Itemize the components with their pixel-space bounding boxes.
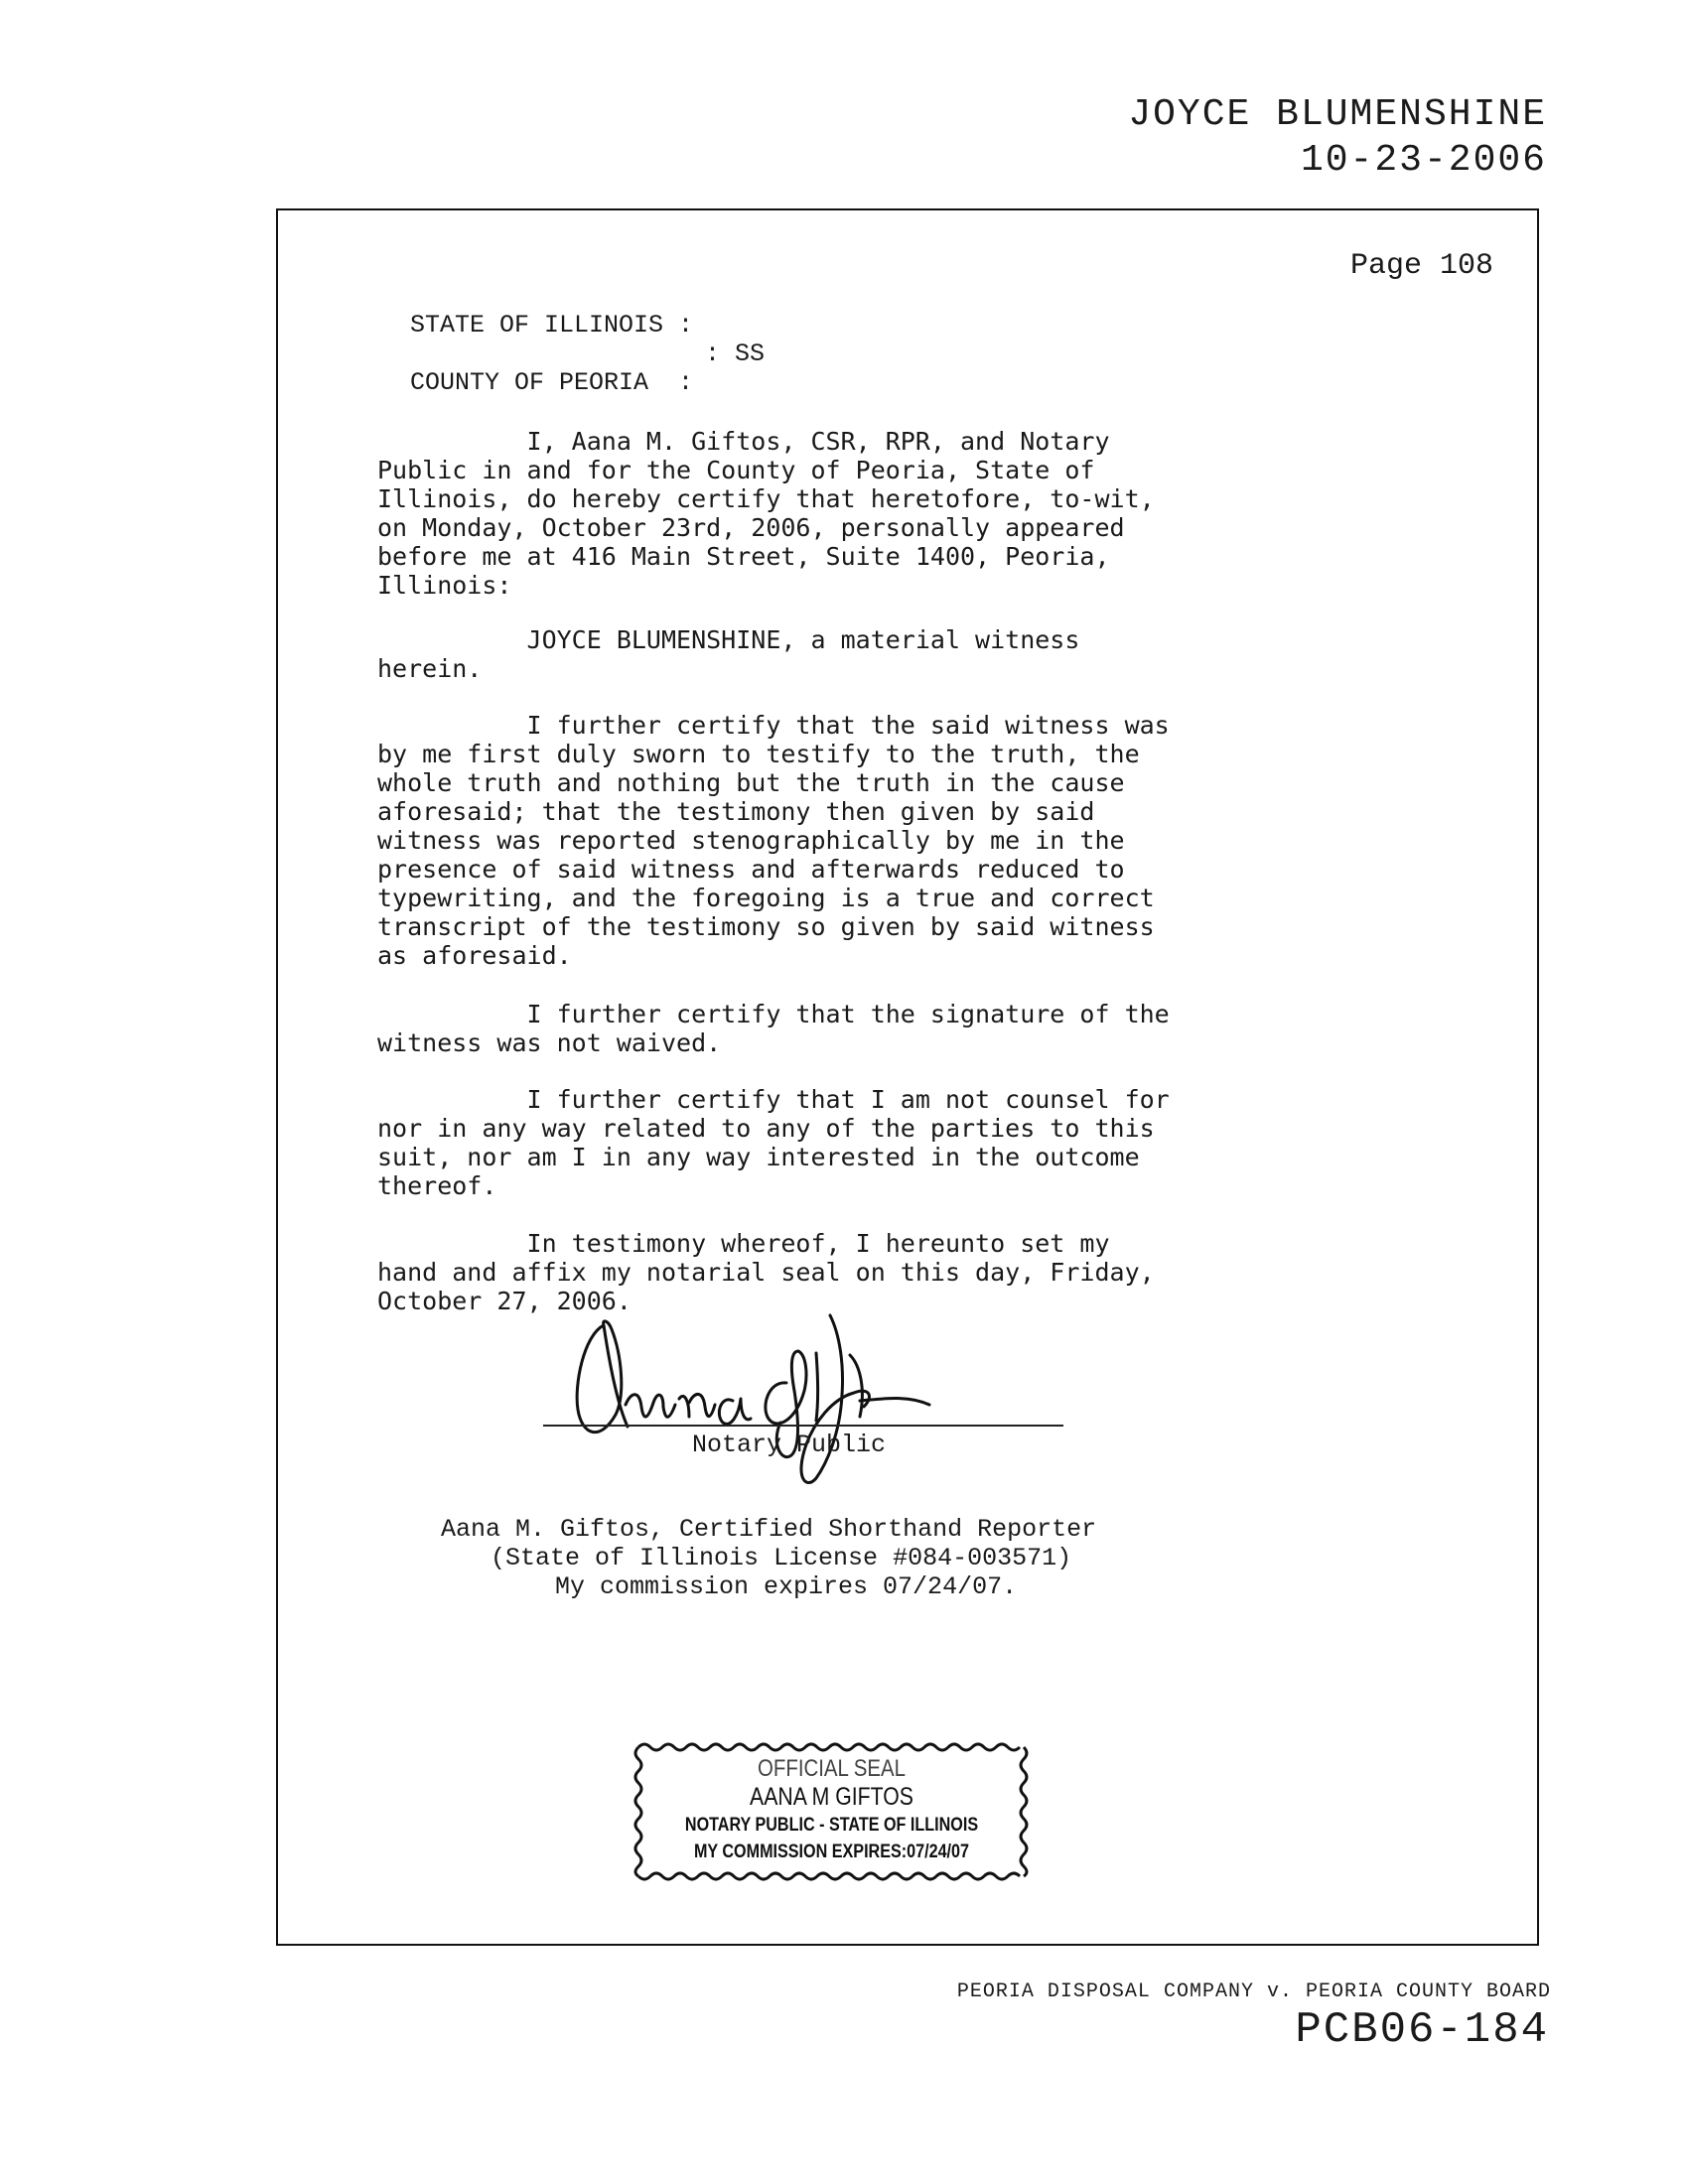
- certificate-paragraph-testimony: In testimony whereof, I hereunto set my hand and affix my notarial seal on this day, Friday, October 27, 2006.: [377, 1229, 1155, 1315]
- reporter-license: (State of Illinois License #084-003571): [491, 1544, 1072, 1572]
- seal-commission-expiration: MY COMMISSION EXPIRES:07/24/07: [693, 1842, 970, 1862]
- venue-county: COUNTY OF PEORIA :: [410, 368, 694, 397]
- page-number: Page 108: [1350, 249, 1494, 283]
- venue-ss: : SS: [705, 340, 766, 368]
- signature-line: [543, 1425, 1063, 1427]
- certificate-paragraph-signature: I further certify that the signature of the witness was not waived.: [377, 1000, 1170, 1057]
- footer-case-caption: PEORIA DISPOSAL COMPANY v. PEORIA COUNTY BOARD: [956, 1980, 1551, 2003]
- certificate-paragraph-sworn: I further certify that the said witness was by me first duly sworn to testify to the truth, the whole truth and nothing but the truth in the cause aforesaid; that the testimony then given by said witness was reported stenographically by me in the presence of said witness and afterwards reduced to typewriting, and the foregoing is a true and correct transcript of the testimony so given by said witness as aforesaid.: [377, 711, 1170, 970]
- venue-state: STATE OF ILLINOIS :: [410, 311, 694, 340]
- signature-caption: Notary Public: [692, 1431, 887, 1459]
- footer-case-number: PCB06-184: [1295, 2005, 1549, 2055]
- seal-notary-name: AANA M GIFTOS: [750, 1783, 913, 1811]
- reporter-name: Aana M. Giftos, Certified Shorthand Reporter: [441, 1515, 1097, 1544]
- seal-title: OFFICIAL SEAL: [758, 1755, 906, 1782]
- header-date: 10-23-2006: [1300, 139, 1547, 182]
- commission-expiration: My commission expires 07/24/07.: [555, 1572, 1018, 1601]
- seal-jurisdiction: NOTARY PUBLIC - STATE OF ILLINOIS: [684, 1815, 979, 1836]
- certificate-paragraph-counsel: I further certify that I am not counsel for nor in any way related to any of the parties to this suit, nor am I in any way interested in the outcome thereof.: [377, 1085, 1170, 1200]
- certificate-paragraph-appearance: I, Aana M. Giftos, CSR, RPR, and Notary Public in and for the County of Peoria, State of Illinois, do hereby certify that heretofore, to-wit, on Monday, October 23rd, 2006, personally appeared before me at 416 Main Street, Suite 1400, Peoria, Illinois:: [377, 427, 1155, 600]
- notary-signature: [556, 1296, 1003, 1494]
- header-witness-name: JOYCE BLUMENSHINE: [1128, 93, 1547, 136]
- certificate-paragraph-witness: JOYCE BLUMENSHINE, a material witness herein.: [377, 625, 1080, 683]
